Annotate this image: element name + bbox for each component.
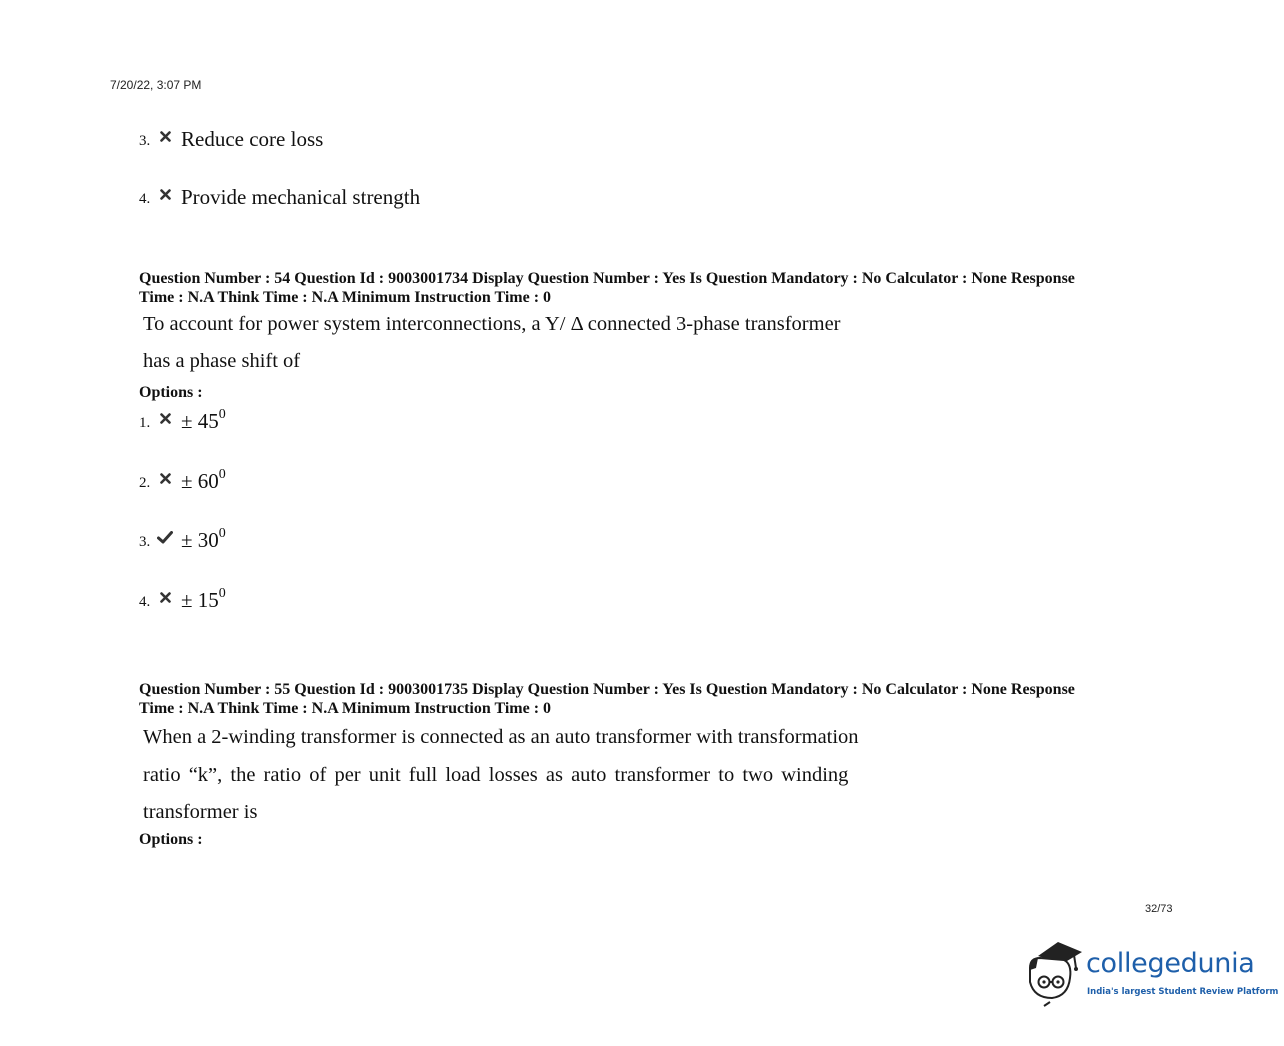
q54-option-2	[139, 467, 226, 493]
prev-option-3	[139, 128, 323, 150]
degree-superscript: 0	[218, 526, 226, 541]
question-54-text-line: To account for power system interconnections, a Y/ Δ connected 3-phase transformer	[143, 313, 841, 335]
option-value	[181, 467, 226, 493]
option-value-text: ± 15	[181, 588, 219, 612]
option-value-text: ± 60	[181, 469, 219, 493]
cross-icon	[157, 410, 173, 426]
options-label: Options :	[139, 384, 203, 401]
q54-option-4	[139, 586, 226, 612]
option-value	[181, 586, 226, 612]
question-54-meta	[139, 269, 1169, 307]
page-number: 32/73	[1145, 903, 1173, 915]
option-number: 3.	[139, 534, 151, 550]
question-55-text-line: ratio “k”, the ratio of per unit full load losses as auto transformer to two winding	[143, 764, 849, 786]
option-number: 4.	[139, 191, 151, 207]
option-number: 2.	[139, 475, 151, 491]
checkmark-icon	[157, 529, 173, 545]
meta-line: Question Number : 54 Question Id : 9003001734 Display Question Number : Yes Is Question Mandatory : No Calculator : None Response	[139, 270, 1075, 287]
print-timestamp: 7/20/22, 3:07 PM	[110, 78, 202, 92]
cross-icon	[157, 589, 173, 605]
option-value-text: ± 45	[181, 409, 219, 433]
option-number: 1.	[139, 415, 151, 431]
meta-line: Question Number : 55 Question Id : 9003001735 Display Question Number : Yes Is Question Mandatory : No Calculator : None Response	[139, 681, 1075, 698]
option-value	[181, 407, 226, 433]
option-value	[181, 526, 226, 552]
options-label: Options :	[139, 831, 203, 848]
cross-icon	[157, 128, 173, 144]
degree-superscript: 0	[218, 407, 226, 422]
logo-wordmark: collegedunia	[1086, 948, 1255, 979]
degree-superscript: 0	[218, 586, 226, 601]
meta-line: Time : N.A Think Time : N.A Minimum Instruction Time : 0	[139, 289, 552, 306]
cross-icon	[157, 186, 173, 202]
question-54-text-line: has a phase shift of	[143, 350, 301, 372]
prev-option-4	[139, 186, 420, 208]
degree-superscript: 0	[218, 467, 226, 482]
q54-option-3	[139, 526, 226, 552]
q54-option-1	[139, 407, 226, 433]
option-text: Provide mechanical strength	[181, 185, 421, 209]
cross-icon	[157, 470, 173, 486]
question-55-text-line: transformer is	[143, 801, 258, 823]
question-55-text-line: When a 2-winding transformer is connected as an auto transformer with transformation	[143, 726, 859, 748]
meta-line: Time : N.A Think Time : N.A Minimum Instruction Time : 0	[139, 700, 552, 717]
option-number: 3.	[139, 133, 151, 149]
option-value-text: ± 30	[181, 528, 219, 552]
option-number: 4.	[139, 594, 151, 610]
option-text: Reduce core loss	[181, 127, 324, 151]
logo-tagline: India's largest Student Review Platform	[1087, 987, 1279, 997]
question-55-meta	[139, 680, 1169, 718]
